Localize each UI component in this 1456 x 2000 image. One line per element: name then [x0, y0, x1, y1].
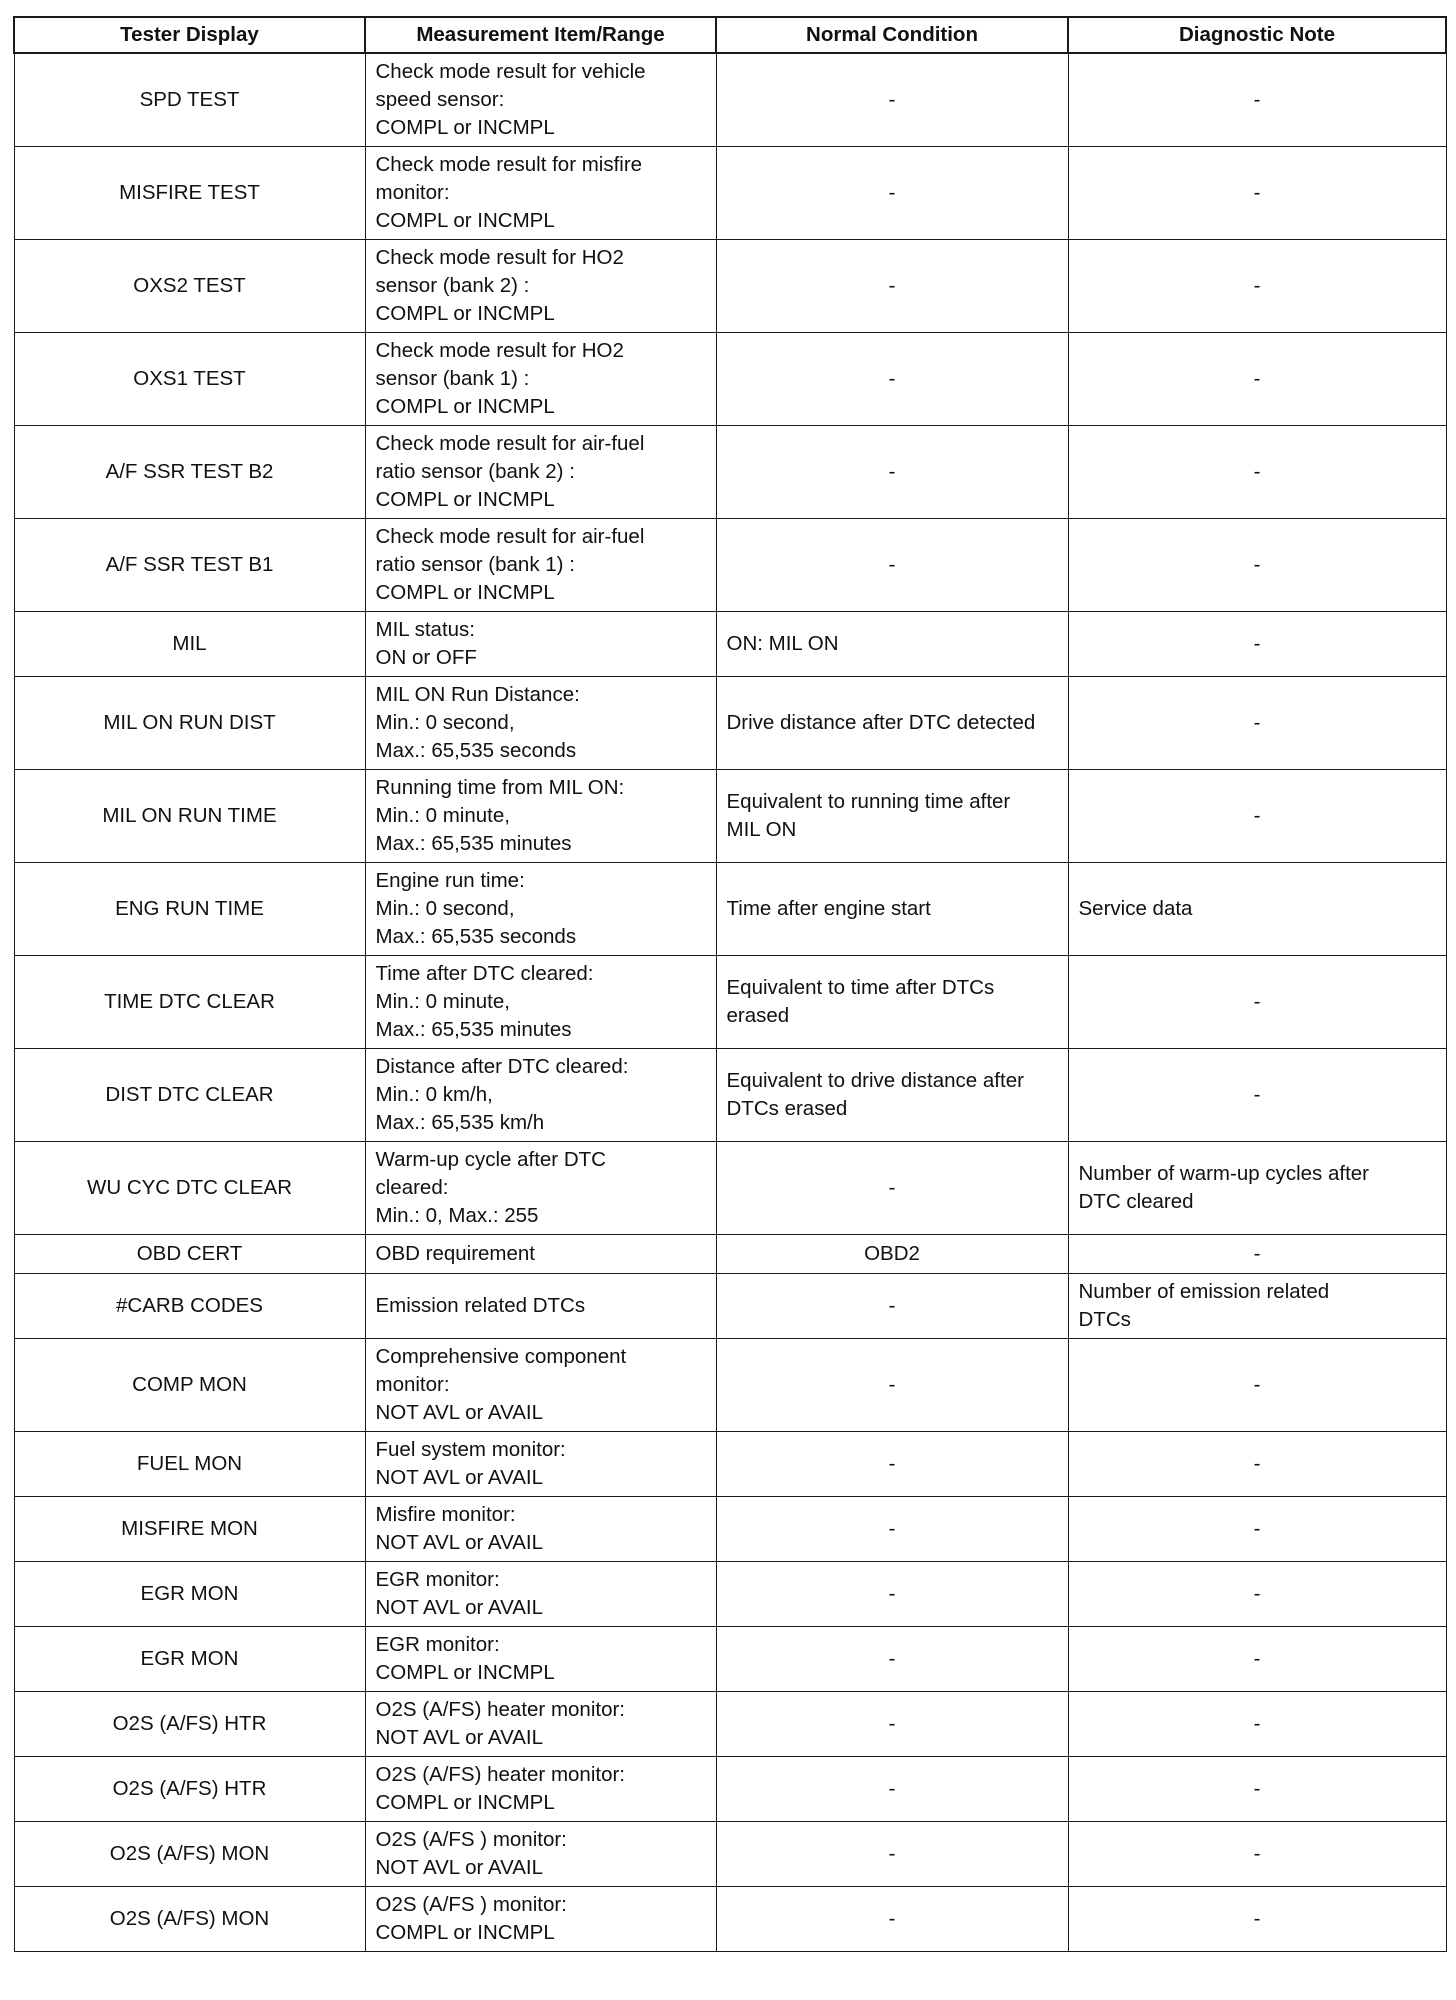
table-row [14, 1822, 1446, 1887]
cell-diagnostic-note [1068, 333, 1446, 426]
cell-measurement-item-line: COMPL or INCMPL [375, 395, 555, 418]
cell-measurement-item-line: Min.: 0 second, [375, 897, 515, 920]
cell-normal-condition-line: OBD2 [864, 1242, 920, 1265]
table-row [14, 1757, 1446, 1822]
cell-diagnostic-note [1068, 863, 1446, 956]
cell-measurement-item-line: Min.: 0 second, [375, 711, 515, 734]
cell-normal-condition-line: - [888, 1907, 896, 1930]
cell-diagnostic-note-line: - [1253, 1083, 1261, 1106]
cell-measurement-item-line: Max.: 65,535 minutes [375, 832, 572, 855]
cell-diagnostic-note-line: - [1253, 460, 1261, 483]
cell-diagnostic-note [1068, 1274, 1446, 1339]
cell-measurement-item [365, 1692, 716, 1757]
cell-tester-display: MIL ON RUN DIST [14, 677, 365, 770]
table-row [14, 1274, 1446, 1339]
cell-diagnostic-note-line: - [1253, 1777, 1261, 1800]
table-row [14, 426, 1446, 519]
cell-normal-condition [716, 1627, 1068, 1692]
cell-diagnostic-note [1068, 240, 1446, 333]
header-diagnostic-note: Diagnostic Note [1068, 17, 1446, 53]
cell-normal-condition-line: - [888, 1842, 896, 1865]
table-row [14, 53, 1446, 147]
cell-measurement-item-line: COMPL or INCMPL [375, 209, 555, 232]
header-measurement-item: Measurement Item/Range [365, 17, 716, 53]
cell-measurement-item-line: Max.: 65,535 seconds [375, 739, 577, 762]
cell-diagnostic-note [1068, 1887, 1446, 1952]
cell-measurement-item-line: monitor: [375, 181, 450, 204]
cell-diagnostic-note-line: - [1253, 1712, 1261, 1735]
cell-diagnostic-note [1068, 677, 1446, 770]
cell-measurement-item-line: EGR monitor: [375, 1568, 500, 1591]
cell-measurement-item-line: Check mode result for HO2 [375, 246, 624, 269]
table-row [14, 1235, 1446, 1274]
cell-diagnostic-note-line: - [1253, 274, 1261, 297]
cell-measurement-item-line: speed sensor: [375, 88, 505, 111]
cell-normal-condition [716, 1274, 1068, 1339]
cell-measurement-item [365, 1142, 716, 1235]
cell-measurement-item [365, 1887, 716, 1952]
cell-normal-condition-line: - [888, 1294, 896, 1317]
cell-tester-display: WU CYC DTC CLEAR [14, 1142, 365, 1235]
cell-normal-condition-line: DTCs erased [726, 1097, 848, 1120]
cell-diagnostic-note-line: Service data [1078, 897, 1193, 920]
cell-measurement-item [365, 1822, 716, 1887]
cell-measurement-item-line: Emission related DTCs [375, 1294, 586, 1317]
cell-tester-display: O2S (A/FS) HTR [14, 1692, 365, 1757]
cell-measurement-item-line: OBD requirement [375, 1242, 536, 1265]
cell-normal-condition [716, 426, 1068, 519]
cell-normal-condition-line: - [888, 460, 896, 483]
table-row [14, 956, 1446, 1049]
cell-diagnostic-note [1068, 53, 1446, 147]
table-row [14, 147, 1446, 240]
cell-normal-condition [716, 53, 1068, 147]
cell-tester-display: ENG RUN TIME [14, 863, 365, 956]
cell-measurement-item-line: O2S (A/FS ) monitor: [375, 1828, 567, 1851]
cell-diagnostic-note-line: - [1253, 367, 1261, 390]
table-row [14, 1497, 1446, 1562]
cell-normal-condition [716, 956, 1068, 1049]
cell-diagnostic-note [1068, 612, 1446, 677]
cell-diagnostic-note-line: - [1253, 553, 1261, 576]
cell-measurement-item-line: ON or OFF [375, 646, 477, 669]
cell-normal-condition [716, 1497, 1068, 1562]
cell-tester-display: OXS1 TEST [14, 333, 365, 426]
cell-normal-condition-line: - [888, 1712, 896, 1735]
cell-diagnostic-note [1068, 1235, 1446, 1274]
cell-tester-display: MISFIRE MON [14, 1497, 365, 1562]
cell-normal-condition-line: ON: MIL ON [726, 632, 839, 655]
data-list-table [13, 16, 1447, 1952]
table-row [14, 1142, 1446, 1235]
cell-diagnostic-note-line: Number of warm-up cycles after [1078, 1162, 1370, 1185]
cell-measurement-item-line: NOT AVL or AVAIL [375, 1401, 543, 1424]
cell-diagnostic-note [1068, 1692, 1446, 1757]
cell-diagnostic-note-line: - [1253, 1373, 1261, 1396]
table-row [14, 240, 1446, 333]
cell-normal-condition-line: - [888, 1517, 896, 1540]
cell-normal-condition [716, 240, 1068, 333]
cell-tester-display: O2S (A/FS) MON [14, 1822, 365, 1887]
cell-normal-condition-line: - [888, 553, 896, 576]
cell-measurement-item [365, 1235, 716, 1274]
cell-diagnostic-note-line: - [1253, 1517, 1261, 1540]
cell-diagnostic-note-line: - [1253, 804, 1261, 827]
cell-tester-display: O2S (A/FS) MON [14, 1887, 365, 1952]
cell-normal-condition-line: - [888, 181, 896, 204]
cell-diagnostic-note [1068, 1627, 1446, 1692]
cell-measurement-item-line: Max.: 65,535 minutes [375, 1018, 572, 1041]
cell-tester-display: EGR MON [14, 1562, 365, 1627]
cell-tester-display: SPD TEST [14, 53, 365, 147]
cell-normal-condition [716, 1757, 1068, 1822]
cell-diagnostic-note [1068, 1562, 1446, 1627]
cell-tester-display: MIL ON RUN TIME [14, 770, 365, 863]
cell-tester-display: FUEL MON [14, 1432, 365, 1497]
cell-measurement-item-line: COMPL or INCMPL [375, 1921, 555, 1944]
cell-diagnostic-note-line: DTC cleared [1078, 1190, 1194, 1213]
cell-diagnostic-note [1068, 1757, 1446, 1822]
cell-measurement-item [365, 956, 716, 1049]
table-row [14, 1692, 1446, 1757]
table-row [14, 1562, 1446, 1627]
cell-measurement-item-line: Check mode result for HO2 [375, 339, 624, 362]
header-tester-display: Tester Display [14, 17, 365, 53]
cell-tester-display: MISFIRE TEST [14, 147, 365, 240]
cell-diagnostic-note [1068, 1432, 1446, 1497]
cell-tester-display: #CARB CODES [14, 1274, 365, 1339]
cell-normal-condition [716, 1887, 1068, 1952]
cell-measurement-item [365, 770, 716, 863]
cell-measurement-item-line: O2S (A/FS ) monitor: [375, 1893, 567, 1916]
cell-measurement-item-line: Max.: 65,535 km/h [375, 1111, 545, 1134]
cell-measurement-item-line: Distance after DTC cleared: [375, 1055, 629, 1078]
cell-measurement-item-line: Running time from MIL ON: [375, 776, 625, 799]
cell-measurement-item-line: Time after DTC cleared: [375, 962, 594, 985]
cell-measurement-item-line: MIL status: [375, 618, 475, 641]
cell-normal-condition-line: Equivalent to time after DTCs [726, 976, 995, 999]
cell-normal-condition [716, 519, 1068, 612]
cell-measurement-item-line: ratio sensor (bank 1) : [375, 553, 575, 576]
cell-diagnostic-note [1068, 519, 1446, 612]
cell-normal-condition-line: Equivalent to drive distance after [726, 1069, 1024, 1092]
cell-measurement-item-line: ratio sensor (bank 2) : [375, 460, 575, 483]
cell-normal-condition [716, 1339, 1068, 1432]
cell-measurement-item [365, 1627, 716, 1692]
cell-measurement-item-line: COMPL or INCMPL [375, 1661, 555, 1684]
cell-normal-condition-line: - [888, 367, 896, 390]
cell-tester-display: OBD CERT [14, 1235, 365, 1274]
cell-measurement-item [365, 426, 716, 519]
cell-diagnostic-note-line: - [1253, 181, 1261, 204]
cell-tester-display: EGR MON [14, 1627, 365, 1692]
cell-diagnostic-note-line: - [1253, 711, 1261, 734]
cell-measurement-item-line: sensor (bank 2) : [375, 274, 530, 297]
cell-diagnostic-note-line: Number of emission related [1078, 1280, 1330, 1303]
cell-diagnostic-note-line: - [1253, 632, 1261, 655]
cell-normal-condition [716, 1432, 1068, 1497]
cell-normal-condition [716, 612, 1068, 677]
cell-measurement-item-line: COMPL or INCMPL [375, 488, 555, 511]
cell-diagnostic-note-line: - [1253, 1907, 1261, 1930]
cell-measurement-item-line: Check mode result for misfire [375, 153, 643, 176]
cell-normal-condition-line: - [888, 1647, 896, 1670]
cell-measurement-item-line: COMPL or INCMPL [375, 581, 555, 604]
table-row [14, 1627, 1446, 1692]
cell-normal-condition [716, 1049, 1068, 1142]
cell-measurement-item [365, 333, 716, 426]
table-row [14, 519, 1446, 612]
table-row [14, 1887, 1446, 1952]
cell-diagnostic-note-line: DTCs [1078, 1308, 1131, 1331]
cell-diagnostic-note [1068, 147, 1446, 240]
cell-measurement-item [365, 1274, 716, 1339]
cell-normal-condition-line: - [888, 1582, 896, 1605]
cell-tester-display: MIL [14, 612, 365, 677]
cell-measurement-item-line: cleared: [375, 1176, 449, 1199]
cell-measurement-item-line: Check mode result for air-fuel [375, 432, 645, 455]
cell-normal-condition [716, 1142, 1068, 1235]
cell-measurement-item-line: NOT AVL or AVAIL [375, 1596, 543, 1619]
cell-diagnostic-note-line: - [1253, 1582, 1261, 1605]
cell-tester-display: A/F SSR TEST B1 [14, 519, 365, 612]
cell-measurement-item-line: sensor (bank 1) : [375, 367, 530, 390]
cell-normal-condition-line: - [888, 1373, 896, 1396]
cell-diagnostic-note [1068, 1497, 1446, 1562]
cell-measurement-item-line: NOT AVL or AVAIL [375, 1466, 543, 1489]
cell-measurement-item-line: COMPL or INCMPL [375, 1791, 555, 1814]
cell-diagnostic-note [1068, 956, 1446, 1049]
cell-normal-condition-line: - [888, 1452, 896, 1475]
spec-sheet [13, 16, 1445, 1952]
cell-tester-display: TIME DTC CLEAR [14, 956, 365, 1049]
cell-normal-condition-line: Time after engine start [726, 897, 931, 920]
cell-diagnostic-note-line: - [1253, 990, 1261, 1013]
cell-measurement-item [365, 519, 716, 612]
cell-normal-condition-line: - [888, 274, 896, 297]
cell-diagnostic-note [1068, 1142, 1446, 1235]
cell-tester-display: OXS2 TEST [14, 240, 365, 333]
cell-diagnostic-note-line: - [1253, 1647, 1261, 1670]
cell-measurement-item [365, 147, 716, 240]
cell-measurement-item-line: NOT AVL or AVAIL [375, 1531, 543, 1554]
cell-diagnostic-note-line: - [1253, 1842, 1261, 1865]
cell-measurement-item [365, 240, 716, 333]
cell-normal-condition-line: - [888, 88, 896, 111]
cell-measurement-item-line: Min.: 0 minute, [375, 990, 510, 1013]
cell-measurement-item-line: Engine run time: [375, 869, 525, 892]
cell-measurement-item [365, 1339, 716, 1432]
cell-measurement-item-line: Min.: 0, Max.: 255 [375, 1204, 539, 1227]
cell-measurement-item-line: Max.: 65,535 seconds [375, 925, 577, 948]
cell-measurement-item-line: O2S (A/FS) heater monitor: [375, 1698, 626, 1721]
cell-normal-condition [716, 147, 1068, 240]
cell-diagnostic-note [1068, 1822, 1446, 1887]
table-row [14, 1049, 1446, 1142]
cell-tester-display: DIST DTC CLEAR [14, 1049, 365, 1142]
cell-measurement-item-line: Comprehensive component [375, 1345, 627, 1368]
cell-normal-condition-line: Drive distance after DTC detected [726, 711, 1036, 734]
cell-measurement-item [365, 1049, 716, 1142]
cell-normal-condition [716, 677, 1068, 770]
cell-normal-condition [716, 863, 1068, 956]
cell-measurement-item-line: EGR monitor: [375, 1633, 500, 1656]
header-row [14, 17, 1446, 53]
cell-diagnostic-note-line: - [1253, 88, 1261, 111]
cell-measurement-item [365, 677, 716, 770]
cell-tester-display: COMP MON [14, 1339, 365, 1432]
cell-normal-condition [716, 1562, 1068, 1627]
header-normal-condition: Normal Condition [716, 17, 1068, 53]
cell-measurement-item [365, 612, 716, 677]
cell-measurement-item-line: NOT AVL or AVAIL [375, 1856, 543, 1879]
cell-measurement-item-line: Check mode result for vehicle [375, 60, 646, 83]
cell-diagnostic-note [1068, 770, 1446, 863]
cell-normal-condition [716, 1235, 1068, 1274]
cell-diagnostic-note [1068, 1339, 1446, 1432]
cell-normal-condition-line: MIL ON [726, 818, 797, 841]
cell-normal-condition [716, 1692, 1068, 1757]
cell-normal-condition-line: - [888, 1176, 896, 1199]
cell-measurement-item-line: COMPL or INCMPL [375, 116, 555, 139]
cell-measurement-item [365, 53, 716, 147]
cell-measurement-item-line: NOT AVL or AVAIL [375, 1726, 543, 1749]
cell-measurement-item [365, 1562, 716, 1627]
cell-measurement-item-line: Min.: 0 minute, [375, 804, 510, 827]
cell-normal-condition-line: erased [726, 1004, 790, 1027]
cell-measurement-item-line: Min.: 0 km/h, [375, 1083, 493, 1106]
cell-measurement-item [365, 1497, 716, 1562]
cell-measurement-item-line: COMPL or INCMPL [375, 302, 555, 325]
cell-measurement-item-line: MIL ON Run Distance: [375, 683, 580, 706]
cell-normal-condition-line: Equivalent to running time after [726, 790, 1011, 813]
cell-diagnostic-note [1068, 1049, 1446, 1142]
table-body [14, 53, 1446, 1952]
table-row [14, 1339, 1446, 1432]
cell-normal-condition [716, 1822, 1068, 1887]
cell-measurement-item-line: Fuel system monitor: [375, 1438, 566, 1461]
cell-diagnostic-note-line: - [1253, 1452, 1261, 1475]
table-row [14, 333, 1446, 426]
table-row [14, 770, 1446, 863]
cell-measurement-item [365, 1757, 716, 1822]
cell-normal-condition [716, 770, 1068, 863]
table-row [14, 1432, 1446, 1497]
cell-tester-display: A/F SSR TEST B2 [14, 426, 365, 519]
cell-measurement-item [365, 863, 716, 956]
cell-tester-display: O2S (A/FS) HTR [14, 1757, 365, 1822]
cell-measurement-item-line: Warm-up cycle after DTC [375, 1148, 606, 1171]
table-row [14, 863, 1446, 956]
cell-diagnostic-note-line: - [1253, 1242, 1261, 1265]
cell-measurement-item-line: O2S (A/FS) heater monitor: [375, 1763, 626, 1786]
table-row [14, 612, 1446, 677]
cell-measurement-item-line: Check mode result for air-fuel [375, 525, 645, 548]
cell-measurement-item-line: Misfire monitor: [375, 1503, 516, 1526]
cell-measurement-item [365, 1432, 716, 1497]
cell-normal-condition [716, 333, 1068, 426]
cell-diagnostic-note [1068, 426, 1446, 519]
table-row [14, 677, 1446, 770]
cell-normal-condition-line: - [888, 1777, 896, 1800]
cell-measurement-item-line: monitor: [375, 1373, 450, 1396]
